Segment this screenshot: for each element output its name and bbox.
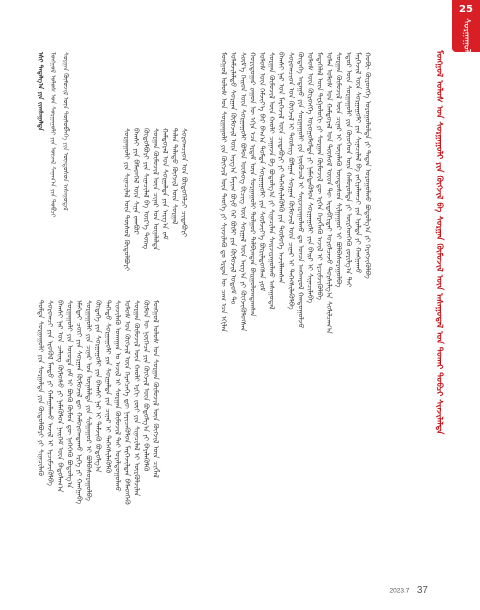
text-line: ᠰᠦᠮ᠎ᠡ ᠬᠡᠢᠳ ᠦᠨ ᠰᠤᠷᠭᠠᠭᠤᠯᠢ ᠪᠤᠯᠤᠨ ᠦᠰᠦᠭ ᠪᠢᠴᠢᠭ ᠦᠨ ᠰᠤᠷᠭᠠᠯ ᠦᠨ ᠠᠷᠭ᠎ᠠ ᠶᠢ ᠬᠥᠭᠵᠢᠭᠦᠯᠦᠭᠰᠡᠨ	[238, 52, 248, 332]
text-line: ᠰᠤᠷᠤᠭᠴᠢ ᠶᠢᠨ ᠡᠷᠦᠬᠦᠯ ᠮᠡᠨᠳᠦ ᠶᠢ ᠬᠠᠮᠠᠭᠠᠯᠠᠬᠤ ᠠᠵᠢᠯ ᠢ ᠡᠷᠴᠢᠮᠵᠢᠭᠦᠯᠪᠡ	[46, 300, 56, 487]
text-line: ᠤᠯᠠᠮᠵᠢᠯᠠᠯᠲᠤ ᠰᠤᠷᠭᠠᠨ ᠬᠦᠮᠦᠵᠢᠯ ᠦᠨ ᠠᠷᠭ᠎ᠠ ᠮᠠᠶᠢᠭ ᠪᠤᠶᠤ ᠭᠡᠷ ᠪᠦᠯᠢ ᠶᠢᠨ ᠬᠦᠮᠦᠵᠢᠯ ᠤᠳᠤᠮ ᠲᠤ	[229, 52, 239, 305]
text-line: ᠰᠤᠷᠭᠠᠨ ᠬᠦᠮᠦᠵᠢᠯ ᠦᠨ ᠬᠠᠤᠯᠢ ᠴᠠᠭᠠᠵᠠ ᠪᠠ ᠪᠣᠳᠣᠯᠭ᠎ᠠ ᠶᠢ ᠰᠢᠨᠡᠴᠢᠯᠡᠨ ᠰᠠᠢᠵᠢᠷᠠᠭᠤᠯᠬᠤ ᠠᠰᠠᠭᠤᠳᠠᠯ	[267, 52, 277, 310]
reference-line: ᠮᠣᠩᠭᠣᠯ ᠤᠯᠤᠰ ᠤᠨ ᠰᠤᠷᠭᠠᠭᠤᠯᠢ ᠶᠢᠨ ᠦᠵᠡᠯ ᠰᠠᠨᠠᠭ᠎ᠠ ᠶᠢᠨ ᠲᠣᠪᠴᠢ	[49, 52, 57, 218]
text-line: ᠬᠥᠳᠡᠭᠡ ᠶᠢᠨ ᠰᠤᠷᠭᠠᠭᠤᠯᠢ ᠶᠢᠨ ᠪᠠᠭᠰᠢ ᠨᠠᠷ ᠢ ᠳᠡᠮᠵᠢᠬᠦ ᠪᠣᠳᠣᠯᠭ᠎ᠠ	[94, 300, 104, 473]
text-line: ᠰᠤᠷᠭᠠᠨ ᠬᠦᠮᠦᠵᠢᠯ ᠦᠨ ᠬᠠᠤᠯᠢ ᠡᠷᠬᠢ ᠵᠦᠢ ᠶᠢᠨ ᠰᠢᠨᠡᠴᠢᠯᠡᠯ ᠢ ᠦᠷᠭᠦᠯᠵᠢᠯᠡᠨ	[132, 300, 142, 497]
page-tab-number: 25	[459, 4, 473, 15]
text-line: ᠳᠡᠭᠡᠳᠦ ᠰᠤᠷᠭᠠᠭᠤᠯᠢ ᠶᠢᠨ ᠰᠤᠷᠭᠠᠯᠲᠠ ᠶᠢᠨ ᠴᠢᠨᠠᠷ ᠢ ᠳᠡᠭᠡᠭᠰᠢᠯᠡᠭᠦᠯᠬᠦ	[103, 300, 113, 474]
text-line: ᠬᠥᠳᠡᠭᠡ ᠠᠳᠠᠭᠤ ᠶᠢᠨ ᠰᠤᠷᠭᠠᠭᠤᠯᠢ ᠶᠢᠨ ᠨᠥᠬᠥᠴᠡᠯ ᠢ ᠰᠠᠢᠵᠢᠷᠠᠭᠤᠯᠬᠤ ᠳᠤ ᠣᠨᠴᠠ ᠠᠩᠬᠠᠷᠤᠯ ᠬᠠᠨᠳᠤᠭᠤᠯᠵᠤ	[296, 52, 306, 329]
text-line: ᠤᠯᠤᠰ ᠦᠨ ᠬᠥᠷᠥᠩᠭᠡ ᠣᠷᠤᠭᠤᠯᠤᠯᠲᠠ ᠶᠢ ᠨᠡᠮᠡᠭᠳᠡᠭᠦᠯᠦᠨ ᠰᠤᠷᠭᠠᠭᠤᠯᠢ ᠶᠢᠨ ᠪᠠᠢᠷ ᠢ ᠰᠢᠨᠡᠴᠢᠯᠡᠪᠡ	[305, 52, 315, 304]
text-line: ᠬᠦᠮᠦᠨ ᠦ ᠨᠥᠭᠡᠴᠡ ᠶᠢᠨ ᠬᠥᠭᠵᠢᠯ ᠦᠨ ᠪᠣᠳᠣᠯᠭ᠎ᠠ ᠶᠢ ᠪᠡᠶᠡᠯᠡᠭᠦᠯᠬᠦ	[142, 300, 152, 472]
text-line: ᠰᠤᠷᠭᠠᠨ ᠬᠦᠮᠦᠵᠢᠯ ᠦᠨ ᠴᠢᠨᠠᠷ ᠤᠨ ᠦᠨᠡᠯᠡᠯᠲᠡ	[151, 128, 161, 251]
text-line: ᠰᠤᠷᠤᠭᠴᠢᠳ ᠤᠨ ᠬᠥᠭᠵᠢᠯ ᠢ ᠲᠦᠰᠢᠭ ᠪᠣᠯᠭᠠᠨ ᠰᠤᠷᠭᠠᠨ ᠬᠦᠮᠦᠵᠢᠯ ᠦᠨ ᠴᠢᠨᠠᠷ ᠢ ᠳᠡᠭᠡᠭᠰᠢᠯᠡᠭᠦᠯᠪᠡ	[286, 52, 296, 310]
text-line: ᠤᠯᠤᠰ ᠦᠨ ᠬᠡᠮᠵᠢᠶ᠎ᠡ ᠪᠡᠷ ᠪᠠᠭ᠎ᠠ ᠳᠤᠮᠳᠠ ᠰᠤᠷᠭᠠᠭᠤᠯᠢ ᠶᠢᠨ ᠰᠦᠯᠵᠢᠶ᠎ᠡ ᠪᠦᠷᠢᠯᠳᠦᠭᠰᠡᠨ ᠶᠤᠮ	[257, 52, 267, 292]
reference-line: ᠰᠤᠷᠭᠠᠨ ᠬᠦᠮᠦᠵᠢᠯ ᠦᠨ ᠲᠥᠯᠥᠪᠯᠡᠭᠡ ᠶᠢᠨ ᠦᠨᠳᠦᠰᠦᠨ ᠠᠰᠠᠭᠤᠳᠠᠯ	[61, 52, 70, 211]
text-line: ᠡᠳᠦᠷ ᠦᠨ ᠰᠤᠷᠭᠠᠭᠤᠯᠢ ᠶᠢᠨ ᠬᠦᠦᠬᠡᠳ ᠦᠨ ᠬᠠᠮᠤᠷᠤᠯᠲᠠ ᠶᠢ ᠥᠷᠭᠡᠳᠭᠡᠬᠦ ᠵᠣᠷᠢᠯᠭ᠎ᠠ ᠲᠠᠢ	[344, 52, 354, 288]
text-line: ᠪᠠᠭᠰᠢ ᠨᠠᠷ ᠤᠨ ᠮᠡᠷᠭᠡᠵᠢᠯ ᠦᠨ ᠴᠢᠳᠠᠪᠤᠷᠢ ᠶᠢ ᠳᠡᠭᠡᠭᠰᠢᠯᠡᠭᠦᠯᠬᠦ ᠶᠢᠨ ᠲᠥᠯᠥᠭᠡ ᠠᠵᠢᠯᠯᠠᠭᠰᠠᠨ	[277, 52, 287, 284]
reference-box	[36, 52, 118, 296]
text-line: ᠡᠮᠡᠭᠲᠡᠢ ᠴᠦᠢ ᠶᠢᠨ ᠰᠤᠷᠭᠠᠨ ᠬᠦᠮᠦᠵᠢᠯ ᠳᠦ ᠬᠠᠮᠤᠷᠤᠭᠳᠠᠬᠤ ᠡᠷᠬᠡ ᠶᠢ ᠬᠠᠩᠭᠠᠪᠠ	[74, 300, 84, 505]
text-line: ᠪᠠᠭᠰᠢ ᠨᠠᠷ ᠤᠨ ᠴᠠᠯᠢᠩ ᠬᠥᠯᠥᠰᠦ ᠶᠢ ᠨᠡᠮᠡᠭᠦᠯᠦᠨ ᠨᠡᠢᠭᠡᠮ ᠦᠨ ᠪᠠᠲᠤᠯᠠᠭ᠎ᠠ	[55, 300, 65, 493]
text-line: ᠪᠠᠭᠰᠢ ᠶᠢᠨ ᠪᠡᠯᠡᠳᠬᠡᠯ ᠦᠨ ᠰᠢᠨᠡ ᠵᠠᠭᠪᠤᠷ	[132, 128, 142, 235]
text-line: ᠣᠯᠠᠨ ᠤᠯᠤᠰ ᠤᠨ ᠬᠠᠮᠲᠤᠷᠠᠯ ᠤᠨ ᠲᠥᠰᠦᠯ ᠦᠳ ᠲᠦ ᠢᠳᠡᠪᠬᠢᠲᠡᠢ ᠣᠷᠤᠯᠴᠠᠵᠤ ᠲᠤᠷᠰᠢᠯᠭ᠎ᠠ ᠰᠤᠯᠢᠯᠴᠠᠭ᠎ᠠ	[325, 52, 335, 334]
article-title: ᠮᠣᠩᠭᠣᠯ ᠤᠯᠤᠰ ᠤᠨ ᠰᠤᠷᠭᠠᠭᠤᠯᠢ ᠶᠢᠨ ᠬᠥᠭᠵᠢᠯ ᠪᠠ ᠰᠤᠷᠭᠠᠨ ᠬᠦᠮᠦᠵᠢᠯ ᠦᠨ ᠠᠰᠠᠭᠤᠳᠠᠯ ᠤᠨ ᠲᠤᠬᠠᠢ ᠲᠣᠪᠴᠢ ᠰᠢᠨᠵᠢᠯᠡᠯᠲᠡ	[434, 50, 444, 435]
text-line: ᠮᠣᠩᠭᠣᠯ ᠤᠯᠤᠰ ᠤᠨ ᠰᠤᠷᠭᠠᠨ ᠬᠦᠮᠦᠵᠢᠯ ᠦᠨ ᠬᠥᠭᠵᠢᠯ ᠦᠨ ᠴᠢᠭᠯᠡᠯ	[151, 300, 161, 478]
page-footer	[390, 582, 428, 600]
body-text-left-bottom	[36, 300, 212, 586]
page-number: 37	[416, 585, 428, 597]
text-line: ᠰᠢᠨᠵᠢᠯᠡᠬᠦ ᠤᠬᠠᠭᠠᠨ ᠤ ᠠᠵᠢᠯ ᠢ ᠰᠤᠷᠭᠠᠨ ᠬᠦᠮᠦᠵᠢᠯ ᠲᠡᠢ ᠤᠶᠠᠯᠳᠤᠭᠤᠯᠬᠤ	[113, 300, 123, 492]
text-line: ᠬᠥᠲᠥᠯᠪᠦᠷᠢ ᠶᠢᠨ ᠰᠢᠨᠡᠴᠢᠯᠡᠯ ᠪᠠ ᠦᠷ᠎ᠡ ᠳᠦᠩ	[141, 128, 151, 250]
text-line: ᠰᠤᠷᠭᠠᠭᠤᠯᠢ ᠶᠢᠨ ᠴᠢᠨᠠᠷ ᠤᠨ ᠦᠨᠡᠯᠡᠯᠲᠡ ᠶᠢᠨ ᠰᠢᠯᠭᠠᠭᠤᠷ ᠢ ᠪᠣᠯᠪᠠᠰᠤᠷᠠᠭᠤᠯᠪᠠ	[84, 300, 94, 502]
body-text-right	[219, 52, 446, 580]
text-line: ᠰᠤᠷᠭᠠᠨ ᠬᠦᠮᠦᠵᠢᠯ ᠦᠨ ᠴᠢᠨᠠᠷ ᠢ ᠦᠨᠡᠯᠡᠬᠦ ᠦᠨᠳᠦᠰᠦᠨ ᠰᠢᠯᠭᠠᠭᠤᠷ ᠢ ᠪᠣᠯᠪᠠᠰᠤᠷᠠᠭᠤᠯᠪᠠ	[334, 52, 344, 288]
text-line: ᠰᠤᠷᠭᠠᠭᠤᠯᠢ ᠶᠢᠨ ᠦᠦᠳᠡ ᠵᠠᠮ ᠢ ᠪᠦᠬᠦ ᠬᠦᠮᠦᠨ ᠳᠦ ᠨᠡᠭᠡᠭᠡᠬᠦ ᠪᠣᠳᠣᠯᠭ᠎ᠠ	[65, 300, 75, 489]
text-line: ᠬᠠᠮᠲᠤᠷᠠᠯ ᠤᠨ ᠰᠤᠷᠭᠠᠯᠲᠠ ᠶᠢᠨ ᠠᠷᠭ᠎ᠠ ᠵᠠᠮ	[160, 128, 170, 240]
text-line: ᠬᠤᠪᠢ ᠬᠥᠷᠥᠩᠭᠡ ᠣᠷᠤᠭᠤᠯᠤᠯᠲᠠ ᠶᠢ ᠲᠠᠲᠠᠨ ᠣᠷᠤᠭᠤᠯᠬᠤ ᠪᠣᠳᠣᠯᠭ᠎ᠠ ᠶᠢ ᠬᠡᠷᠡᠭᠵᠢᠭᠦᠯᠪᠡ	[363, 52, 373, 279]
page-tab-label: ᠰᠤᠷᠭᠠᠭᠤᠯᠢ	[461, 18, 471, 58]
text-line: ᠬᠣᠷᠢᠳᠤᠭᠠᠷ ᠵᠠᠭᠤᠨ ᠦ ᠡᠬᠢᠨ ᠡᠴᠡ ᠡᠷᠲᠡᠮ ᠦᠨ ᠰᠤᠷᠭᠠᠭᠤᠯᠢ ᠲᠤᠯᠭᠤᠷ ᠲᠠᠯᠪᠢᠭᠳᠠᠨ ᠪᠠᠢᠭᠤᠯᠤᠭᠳᠠᠭᠰᠠᠨ	[248, 52, 258, 317]
text-line: ᠰᠤᠷᠭᠠᠭᠤᠯᠢ ᠶᠢᠨ ᠰᠢᠨᠡᠴᠢᠯᠡᠯ ᠦᠨ ᠲᠥᠰᠦᠯ ᠬᠥᠲᠥᠯᠪᠦᠷᠢ	[122, 128, 132, 272]
body-text-left-top	[122, 128, 212, 296]
text-line: ᠤᠯᠤᠰ ᠤᠨ ᠬᠥᠭᠵᠢᠯ ᠦᠨ ᠬᠡᠷᠡᠭᠴᠡᠭᠡ ᠳᠦ ᠨᠡᠶᠢᠴᠡᠭᠦᠯᠦᠨ ᠮᠡᠷᠭᠡᠵᠢᠯᠲᠡᠨ ᠪᠡᠯᠡᠳᠬᠡᠬᠦ	[122, 300, 132, 505]
text-line: ᠲᠠᠯᠠᠨ ᠲᠠᠯᠠᠲᠤ ᠬᠥᠭᠵᠢᠯ ᠦᠨ ᠰᠤᠷᠭᠠᠯ	[170, 128, 180, 225]
text-line: ᠰᠤᠷᠤᠭᠴᠢᠳ ᠤᠨ ᠪᠦᠲᠦᠭᠡᠯᠴᠢ ᠴᠢᠳᠠᠪᠤᠷᠢ	[180, 128, 190, 238]
text-line: ᠮᠡᠳᠡᠭᠡᠯᠡᠯ ᠦᠨ ᠲᠧᠺᠨᠣᠯᠣᠭᠢ ᠶᠢ ᠰᠤᠷᠭᠠᠨ ᠬᠦᠮᠦᠵᠢᠯ ᠳᠦ ᠡᠷᠭᠡᠨ ᠬᠡᠷᠡᠭᠯᠡᠬᠦ ᠠᠵᠢᠯ ᠢ ᠡᠷᠴᠢᠮᠵᠢᠭᠦᠯᠪᠡ	[315, 52, 325, 301]
issue-date: 2023.7	[389, 587, 410, 595]
text-line: ᠳᠤᠮᠳᠠ ᠰᠤᠷᠭᠠᠭᠤᠯᠢ ᠶᠢᠨ ᠰᠤᠷᠭᠠᠯᠲᠠ ᠶᠢᠨ ᠬᠥᠲᠥᠯᠪᠦᠷᠢ ᠶᠢ ᠰᠢᠨᠡᠴᠢᠯᠡᠬᠦ	[36, 300, 46, 476]
reference-heading: ᠡᠰᠢ ᠲᠠᠲᠠᠯᠭ᠎ᠠ ᠶᠢᠨ ᠵᠢᠭᠰᠠᠭᠠᠯᠲᠠ	[36, 52, 45, 131]
text-line: ᠮᠣᠩᠭᠣᠯ ᠤᠯᠤᠰ ᠤᠨ ᠰᠤᠷᠭᠠᠭᠤᠯᠢ ᠶᠢᠨ ᠬᠥᠭᠵᠢᠯ ᠦᠨ ᠲᠡᠦᠬᠡ ᠶᠢ ᠰᠢᠨᠵᠢᠯᠡᠬᠦ ᠳᠤ ᠡᠷᠲᠡᠨ ᠦ ᠴᠠᠭ ᠡᠴᠡ ᠡᠬᠢᠯᠡᠨ	[219, 52, 229, 333]
page-tab	[452, 0, 480, 58]
text-line: ᠮᠡᠷᠭᠡᠵᠢᠯ ᠦᠨ ᠰᠤᠷᠭᠠᠭᠤᠯᠢ ᠶᠢᠨ ᠰᠢᠨᠡᠴᠢᠯᠡᠯ ᠪᠠ ᠵᠠᠬᠢᠶᠠᠯᠠᠭᠴᠢ ᠶᠢᠨ ᠡᠷᠡᠯᠲᠡ ᠶᠢ ᠬᠠᠩᠭᠠᠬᠤ	[353, 52, 363, 274]
